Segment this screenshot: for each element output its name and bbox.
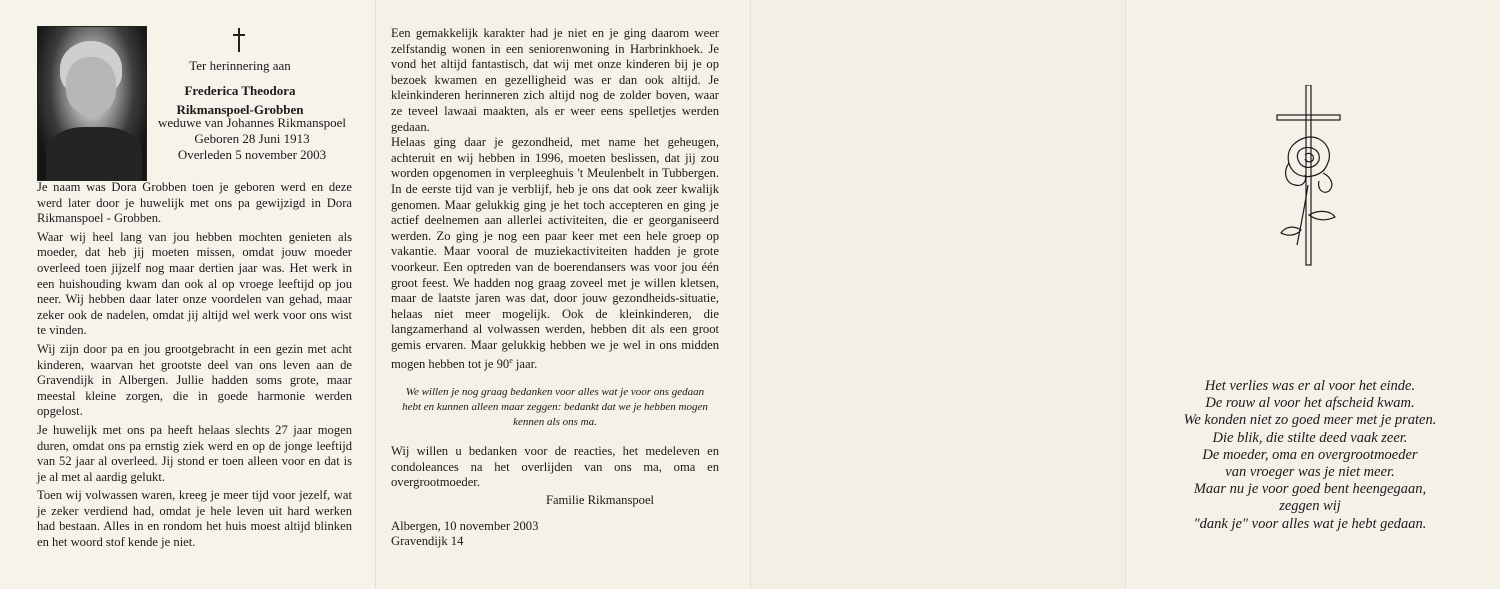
poem-line: Maar nu je voor goed bent heengegaan, [1193,481,1427,498]
widow-line: weduwe van Johannes Rikmanspoel [157,115,347,130]
paragraph: Wij zijn door pa en jou grootgebracht in een gezin met acht kinderen, waarvan het grootste deel van ons leven aan de Gravendijk in Albergen. Jullie hadden soms grote, maar meestal kleine zorgen, die in goede harmonie werden opgelost. [37,341,352,419]
address: Gravendijk 14 [391,534,464,549]
poem-line: Het verlies was er al voor het einde. [1204,378,1416,394]
poem-line: van vroeger was je niet meer. [1225,464,1395,481]
family-signature: Familie Rikmanspoel [545,493,655,508]
poem-line: We konden niet zo goed meer met je praten. [1183,412,1437,429]
paragraph: Je huwelijk met ons pa heeft helaas slechts 27 jaar mogen duren, omdat ons pa ernstig ziek werd en op de jonge leeftijd van 52 jaar al overleed. Jij stond er toen alleen voor en dat is je al met al aardig gelukt. [37,422,352,484]
middle-text [391,26,719,550]
paragraph: Helaas ging daar je gezondheid, met name het geheugen, achteruit en wij hebben in 1996, moeten beslissen, dat jij zou worden opgenomen in verpleeghuis 't Meulenbelt in Tubbergen. In de eerste tijd van je verblijf, heb je ons dat ook zeer kwalijk genomen. Maar gelukkig ging je het toch accepteren en ging je actief deelnemen aan allerlei activiteiten, die er georganiseerd werden. Zo ging je nog een paar keer met een hele groep op vakantie. Maar vooral de muziekactiviteiten hadden je grote voorkeur. Een optreden van de boerendansers was voor jou één groot feest. We hadden nog graag zoveel met je willen kletsen, maar de laatste jaren was dat, door jouw gezondheids-situatie, helaas niet meer mogelijk. Ook de kleinkinderen, die langzamerhand al volwassen werden, hebben dit als een groot gemis ervaren. Maar gelukkig hebben we je wel in ons midden mogen hebben tot je 90e jaar. [391,135,719,372]
intro-line: Ter herinnering aan [189,58,291,73]
poem-line: De rouw al voor het afscheid kwam. [1205,395,1415,412]
paragraph: Je naam was Dora Grobben toen je geboren werd en deze werd later door je huwelijk met ons pa gewijzigd in Dora Rikmanspoel - Grobben. [37,180,352,226]
cross-with-rose-icon [1275,85,1345,270]
paragraph: Een gemakkelijk karakter had je niet en je ging daarom weer zelfstandig wonen in een seniorenwoning in Harbrinkhoek. Je vond het altijd fantastisch, dat wij met onze kinderen bij je op bezoek kwamen en gezelligheid was er dan ook altijd. Je kleinkinderen herinneren zich altijd nog de zolder boven, waar ze teveel lawaai maakten, als er weer eens spelletjes werden gedaan. [391,26,719,134]
paragraph: Wij willen u bedanken voor de reacties, het medeleven en condoleances na het overlijden van ons ma, oma en overgrootmoeder. [391,444,719,490]
paragraph: Waar wij heel lang van jou hebben mochten genieten als moeder, dat heb jij moeten missen, omdat jouw moeder overleed toen jijzelf nog maar dertien jaar was. Het werk in een huishouding kwam dan ook al op vroege leeftijd op jou neer. Wij hebben daar later onze voordelen van gehad, maar zeker ook de nadelen, omdat jij altijd wel werk voor ons wist te vinden. [37,229,352,338]
card-blank-panel [750,0,1126,589]
small-cross-icon [232,28,246,52]
life-dates [146,115,358,163]
portrait-photo [37,26,147,181]
memorial-intro [150,56,330,119]
poem-line: "dank je" voor alles wat je hebt gedaan. [1193,515,1427,532]
died-line: Overleden 5 november 2003 [177,147,327,162]
deceased-surname: Rikmanspoel-Grobben [176,102,304,117]
poem-line: Die blik, die stilte deed vaak zeer. [1212,429,1408,446]
poem [1145,378,1475,533]
paragraph: Toen wij volwassen waren, kreeg je meer tijd voor jezelf, wat je zeker verdiend had, omdat je hele leven uit hard werken had bestaan. Alles in en rondom het huis moest altijd blinken en het woord stof kende je niet. [37,488,352,550]
poem-line: zeggen wij [1279,498,1341,515]
left-text [37,180,352,554]
born-line: Geboren 28 Juni 1913 [194,131,310,146]
thank-you-note: We willen je nog graag bedanken voor alles wat je voor ons gedaan hebt en kunnen alleen maar zeggen: bedankt dat we je hebben mogen kennen als ons ma. [402,386,708,429]
place-date: Albergen, 10 november 2003 [391,518,539,533]
deceased-name: Frederica Theodora [184,83,296,98]
poem-line: De moeder, oma en overgrootmoeder [1202,446,1418,463]
